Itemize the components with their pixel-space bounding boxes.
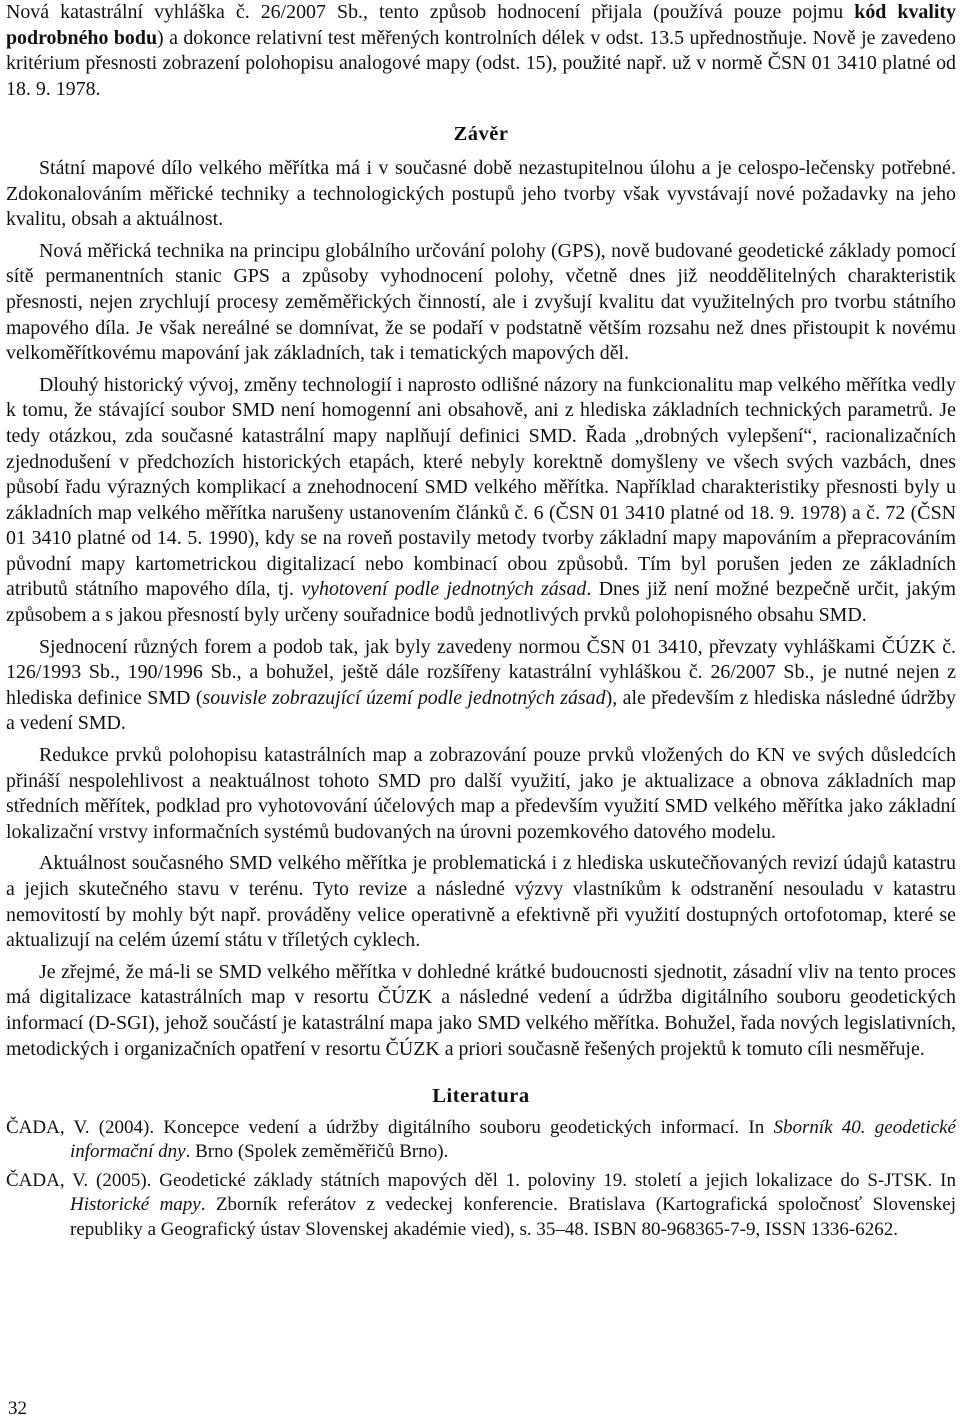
p4-italic: souvisle zobrazující území podle jednotných zásad — [202, 686, 606, 709]
conclusion-paragraph-6: Aktuálnost současného SMD velkého měřítka je problematická i z hlediska uskutečňovaných revizí údajů katastru a jejich skutečného stavu v terénu. Tyto revize a následné výzvy vlastníkům k odstranění nesouladu v katastru nemovitostí by mohly být např. prováděny velice operativně a efektivně při využití dostupných ortofotomap, které se aktualizují na celém území státu v tříletých cyklech. — [6, 852, 956, 952]
p3-text-b: . Dnes již není možné bezpečně určit, jakým způsobem a s jakou přesností byly určeny souřadnice bodů jednotlivých prvků polohopisného obsahu SMD. — [6, 578, 956, 627]
conclusion-paragraph-7: Je zřejmé, že má-li se SMD velkého měřítka v dohledné krátké budoucnosti sjednotit, zásadní vliv na tento proces má digitalizace katastrálních map v resortu ČÚZK a následné vedení a údržba digitálního souboru geodetických informací (D-SGI), jehož součástí je katastrální mapa jako SMD velkého měřítka. Bohužel, řada nových legislativních, metodických i organizačních opatření v resortu ČÚZK a priori současně řešených projektů k tomuto cíli nesměřuje. — [6, 960, 956, 1060]
reference-item — [6, 1116, 956, 1165]
conclusion-paragraph-1: Státní mapové dílo velkého měřítka má i v současné době nezastupitelnou úlohu a je celospo-lečensky potřebné. Zdokonalováním měřické techniky a technologických postupů jeho tvorby však vyvstávají nové požadavky na jeho kvalitu, obsah a aktuálnost. — [6, 156, 956, 231]
p3-italic: vyhotovení podle jednotných zásad — [301, 578, 587, 601]
ref1-text-b: . Brno (Spolek zeměměřičů Brno). — [185, 1141, 449, 1163]
ref2-text-b: . Zborník referátov z vedeckej konferencie. Bratislava (Kartografická spoločnosť Slovenskej republiky a Geografický ústav Slovenskej akadémie vied), s. 35–48. ISBN 80-968365-7-9, ISSN 1336-6262. — [70, 1194, 956, 1240]
section-heading-literature: Literatura — [432, 1085, 530, 1108]
ref1-text-a: ČADA, V. (2004). Koncepce vedení a údržby digitálního souboru geodetických informací. In — [6, 1116, 774, 1138]
conclusion-paragraph-4 — [6, 635, 956, 737]
intro-paragraph — [6, 0, 956, 102]
intro-text-1: Nová katastrální vyhláška č. 26/2007 Sb., tento způsob hodnocení přijala (používá pouze pojmu — [6, 1, 855, 23]
intro-text-2: ) a dokonce relativní test měřených kontrolních délek v odst. 13.5 upřednostňuje. Nově je zavedeno kritérium přesnosti zobrazení polohopisu analogové mapy (odst. 15), použité např. už v normě ČSN 01 3410 platné od 18. 9. 1978. — [6, 26, 956, 100]
conclusion-paragraph-5: Redukce prvků polohopisu katastrálních map a zobrazování pouze prvků vložených do KN ve svých důsledcích přináší nespolehlivost a neaktuálnost tohoto SMD pro další využití, jako je aktualizace a obnova základních map středních měřítek, podklad pro vyhotovování účelových map a především využití SMD velkého měřítka jako základní lokalizační vrstvy informačních systémů budovaných na úrovni pozemkového datového modelu. — [6, 744, 956, 843]
conclusion-paragraph-2: Nová měřická technika na principu globálního určování polohy (GPS), nově budované geodetické základy pomocí sítě permanentních stanic GPS a způsoby vyhodnocení polohy, včetně dnes již neoddělitelných charakteristik přesnosti, nejen zrychlují procesy zeměměřických činností, ale i zvyšují kvalitu dat využitelných pro tvorbu státního mapového díla. Je však nereálné se domnívat, že se podaří v podstatně větším rozsahu než dnes přistoupit k novému velkoměřítkovému mapování jak základních, tak i tematických mapových děl. — [6, 239, 956, 365]
p4-text-b: ), ale především z hlediska následné údržby a vedení SMD. — [6, 686, 957, 735]
intro-bold-term: kód kvality podrobného bodu — [6, 1, 956, 49]
ref2-italic: Historické mapy — [70, 1194, 201, 1216]
reference-item — [6, 1169, 956, 1243]
conclusion-paragraph-3 — [6, 373, 956, 629]
page-number: 32 — [8, 1398, 27, 1419]
ref1-italic: Sborník 40. geodetické informační dny — [70, 1116, 956, 1163]
p4-text-a: Sjednocení různých forem a podob tak, jak byly zavedeny normou ČSN 01 3410, převzaty vyhláškami ČÚZK č. 126/1993 Sb., 190/1996 Sb., a bohužel, ještě dále rozšířeny katastrální vyhláškou č. 26/2007 Sb., je nutné nejen z hlediska definice SMD ( — [6, 635, 956, 709]
p3-text-a: Dlouhý historický vývoj, změny technologií i naprosto odlišné názory na funkcionalitu map velkého měřítka vedly k tomu, že stávající soubor SMD není homogenní ani obsahově, ani z hlediska základních technických parametrů. Je tedy otázkou, zda současné katastrální mapy naplňují definici SMD. Řada „drobných vylepšení“, racionalizačních zjednodušení v předchozích historických etapách, které nebyly korektně domyšleny ve všech svých vazbách, dnes působí řadu výrazných komplikací a znehodnocení SMD velkého měřítka. Například charakteristiky přesnosti byly u základních map velkého měřítka narušeny ustanovením článků č. 6 (ČSN 01 3410 platné od 18. 9. 1978) a č. 72 (ČSN 01 3410 platné od 14. 5. 1990), kdy se na roveň postavily metody tvorby základní mapy mapováním a přepracováním původní mapy kartometrickou digitalizací nebo kombinací obou způsobů. Tím byl porušen jeden ze základních atributů státního mapového díla, tj. — [6, 373, 956, 601]
section-heading-conclusion: Závěr — [453, 123, 509, 146]
document-page — [6, 0, 956, 1246]
ref2-text-a: ČADA, V. (2005). Geodetické základy státních mapových děl 1. poloviny 19. století a jejich lokalizace do S-JTSK. In — [6, 1169, 956, 1191]
